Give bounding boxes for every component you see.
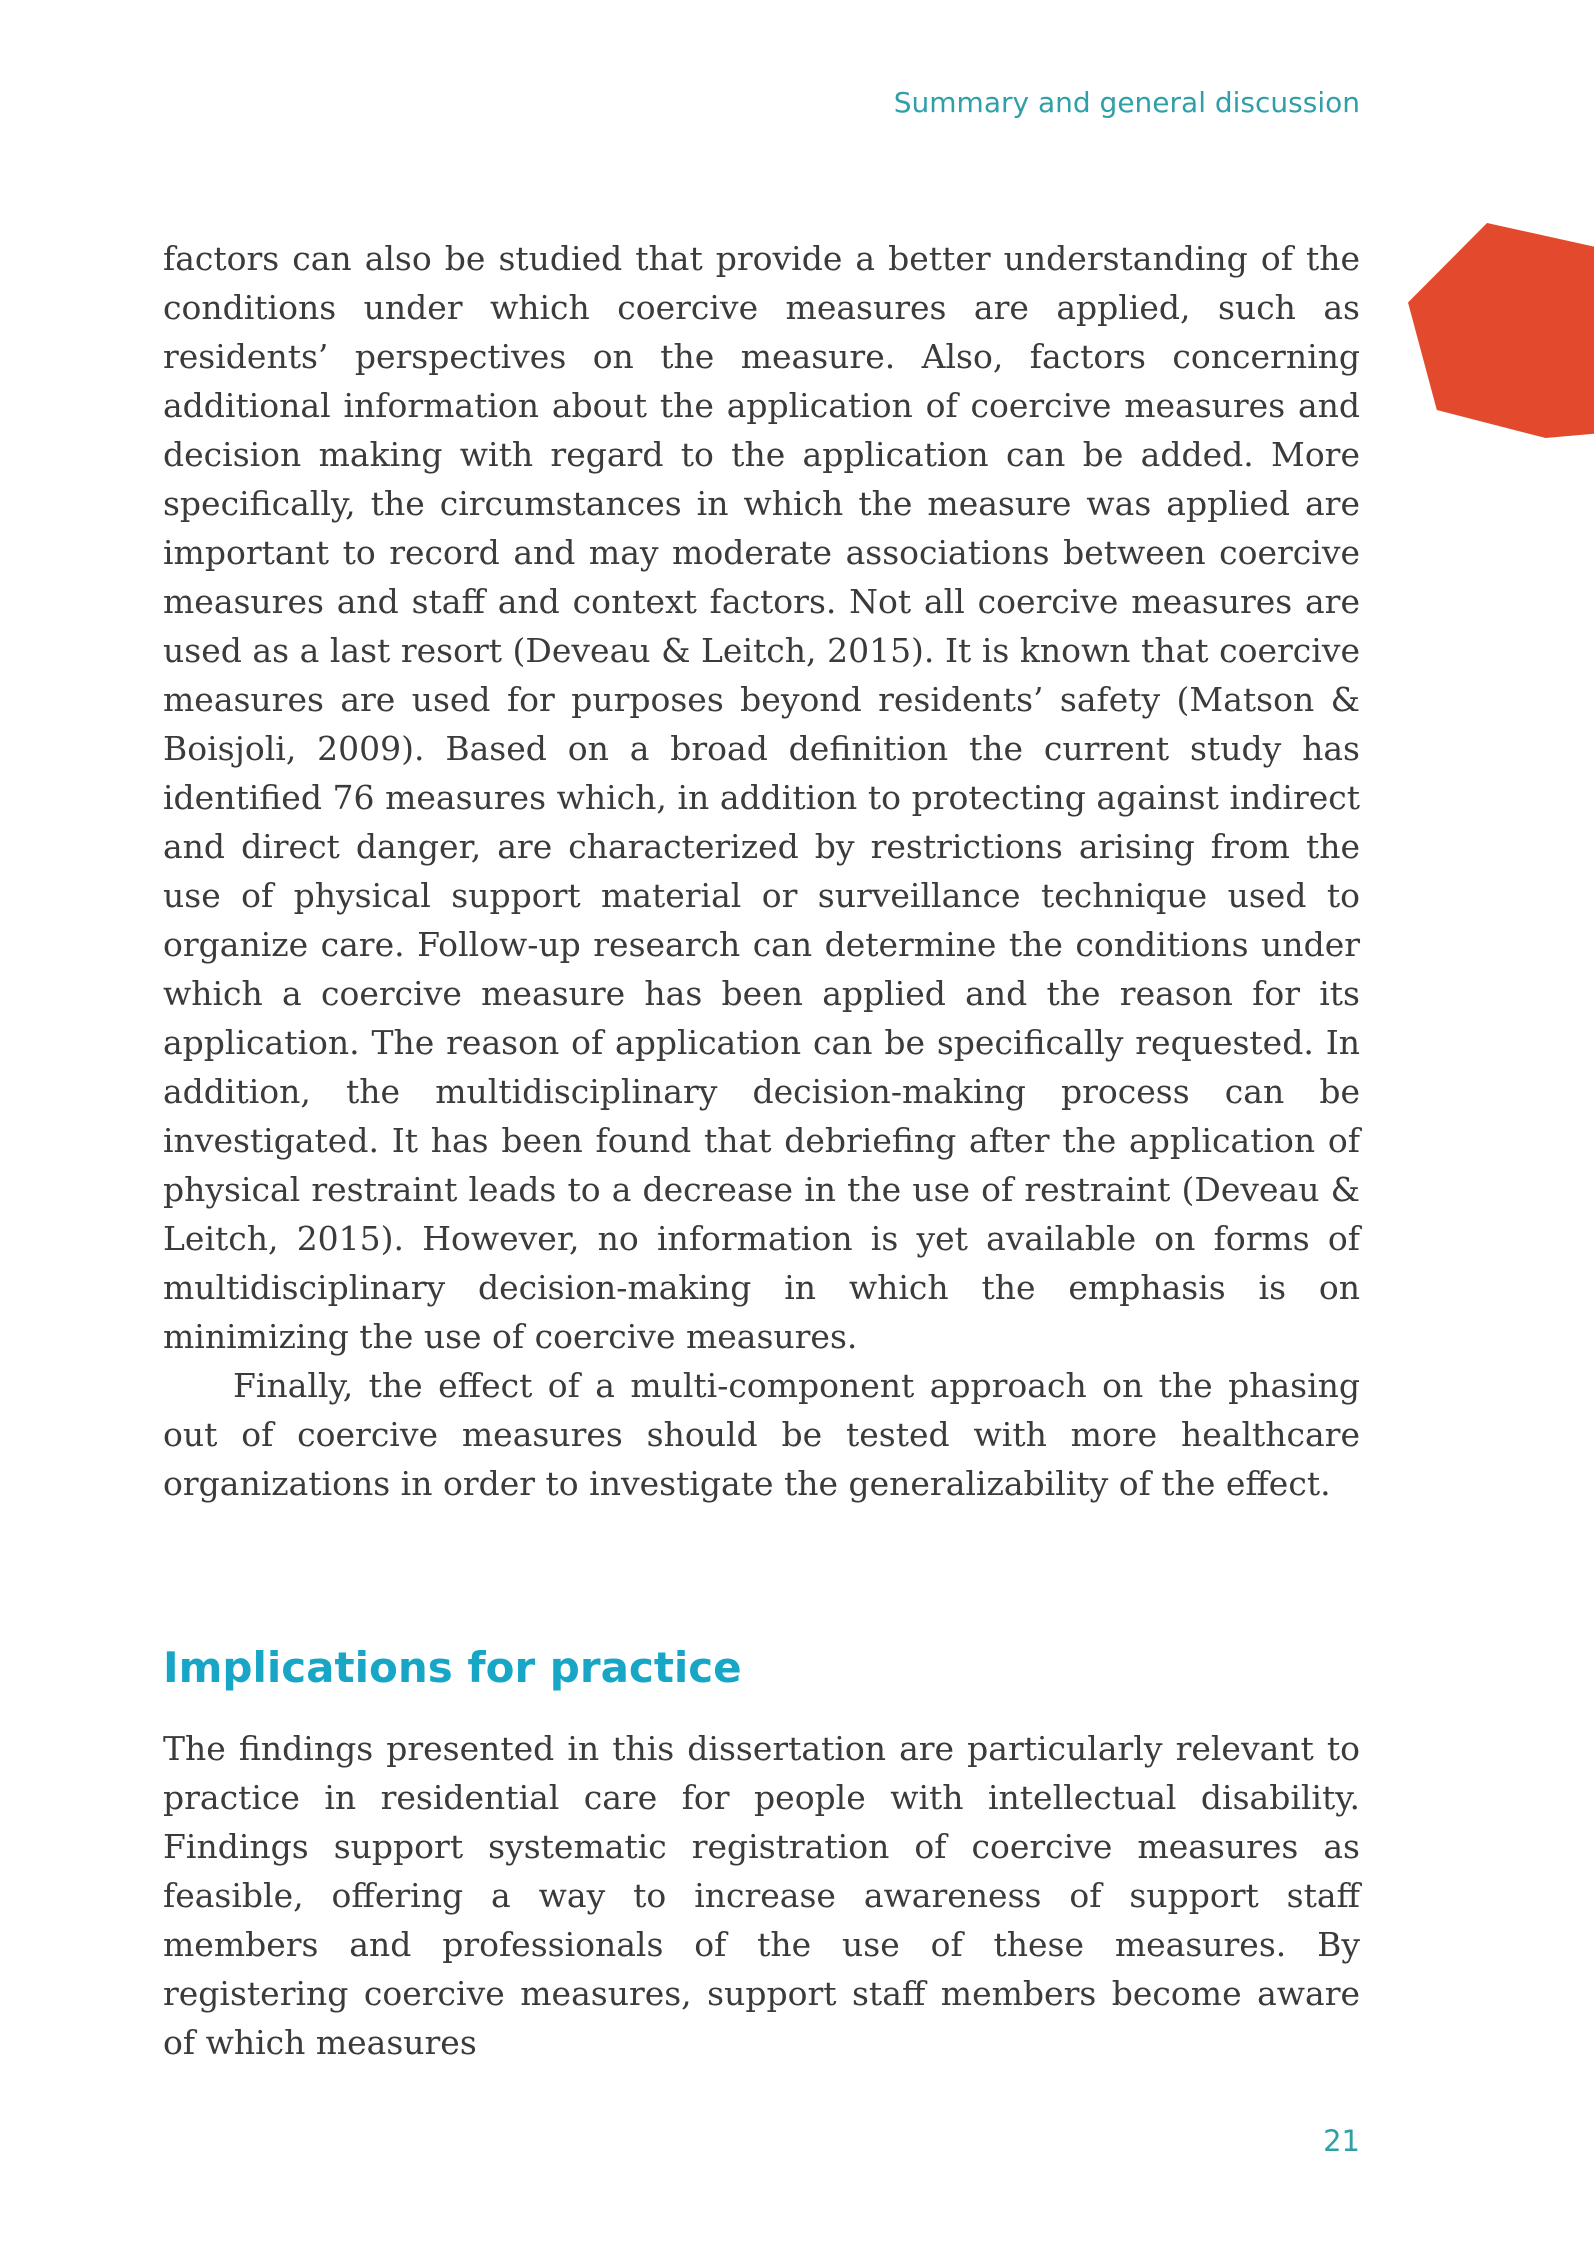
section-heading: Implications for practice: [163, 1642, 742, 1692]
main-text-block: [163, 1724, 1360, 2067]
hexagon-accent-shape: [1408, 223, 1594, 438]
running-header: Summary and general discussion: [893, 86, 1360, 119]
paragraph: factors can also be studied that provide a better understanding of the conditions under which coercive measures are applied, such as residents’ perspectives on the measure. Also, factors concerning additional information about the application of coercive measures and decision making with regard to the application can be added. More specifically, the circumstances in which the measure was applied are important to record and may moderate associations between coercive measures and staff and context factors. Not all coercive measures are used as a last resort (Deveau & Leitch, 2015). It is known that coercive measures are used for purposes beyond residents’ safety (Matson & Boisjoli, 2009). Based on a broad definition the current study has identified 76 measures which, in addition to protecting against indirect and direct danger, are characterized by restrictions arising from the use of physical support material or surveillance technique used to organize care. Follow-up research can determine the conditions under which a coercive measure has been applied and the reason for its application. The reason of application can be specifically requested. In addition, the multidisciplinary decision-making process can be investigated. It has been found that debriefing after the application of physical restraint leads to a decrease in the use of restraint (Deveau & Leitch, 2015). However, no information is yet available on forms of multidisciplinary decision-making in which the emphasis is on minimizing the use of coercive measures.: [163, 239, 1360, 1356]
paragraph: The findings presented in this dissertation are particularly relevant to practice in residential care for people with intellectual disability. Findings support systematic registration of coercive measures as feasible, offering a way to increase awareness of support staff members and professionals of the use of these measures. By registering coercive measures, support staff members become aware of which measures: [163, 1729, 1360, 2062]
paragraph: Finally, the effect of a multi-component approach on the phasing out of coercive measures should be tested with more healthcare organizations in order to investigate the generalizability of the effect.: [163, 1366, 1360, 1503]
page-number: 21: [1323, 2124, 1360, 2158]
main-text-block: [163, 234, 1360, 1508]
